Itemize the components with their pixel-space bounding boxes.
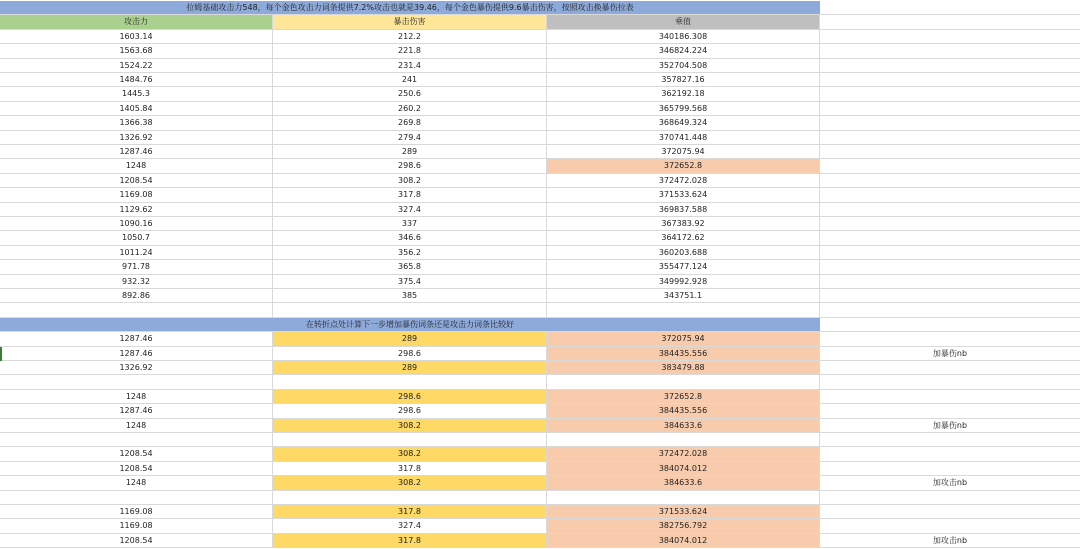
table-row [0,519,1080,533]
table-row [0,347,1080,361]
attack-cell[interactable]: 1169.08 [0,505,273,519]
table-row [0,289,1080,303]
empty-cell[interactable] [820,231,1080,245]
empty-cell[interactable] [820,246,1080,260]
crit-damage-cell[interactable]: 298.6 [273,390,547,404]
table-row [0,188,1080,202]
empty-cell[interactable] [820,30,1080,44]
product-cell[interactable]: 355477.124 [547,260,820,274]
empty-cell[interactable] [820,505,1080,519]
product-cell[interactable]: 352704.508 [547,59,820,73]
product-cell[interactable]: 372075.94 [547,332,820,346]
blank-row [0,491,1080,505]
table1-title-row [0,1,1080,15]
attack-cell[interactable]: 1169.08 [0,188,273,202]
table1-header-row [0,15,1080,29]
blank-row [0,375,1080,389]
table-row [0,145,1080,159]
product-cell[interactable]: 384435.556 [547,347,820,361]
product-cell[interactable]: 383479.88 [547,361,820,375]
empty-cell[interactable] [820,145,1080,159]
crit-damage-cell[interactable]: 298.6 [273,159,547,173]
empty-cell[interactable] [820,116,1080,130]
table-row [0,361,1080,375]
attack-cell[interactable]: 1405.84 [0,102,273,116]
crit-damage-cell[interactable]: 308.2 [273,476,547,490]
empty-cell[interactable] [273,375,547,389]
attack-cell[interactable]: 1169.08 [0,519,273,533]
attack-cell[interactable]: 1050.7 [0,231,273,245]
attack-cell[interactable]: 1287.46 [0,404,273,418]
empty-cell[interactable] [820,217,1080,231]
empty-cell[interactable] [820,1,1080,15]
product-cell[interactable]: 371533.624 [547,505,820,519]
table-row [0,246,1080,260]
attack-cell[interactable]: 1208.54 [0,174,273,188]
attack-cell[interactable]: 1090.16 [0,217,273,231]
empty-cell[interactable] [820,491,1080,505]
empty-cell[interactable] [0,303,273,317]
crit-damage-cell[interactable]: 231.4 [273,59,547,73]
table-row [0,44,1080,58]
crit-damage-cell[interactable]: 221.8 [273,44,547,58]
attack-cell[interactable]: 1326.92 [0,131,273,145]
product-cell[interactable]: 372652.8 [547,159,820,173]
table-row [0,73,1080,87]
table-row [0,462,1080,476]
crit-damage-cell[interactable]: 289 [273,332,547,346]
table-row [0,419,1080,433]
attack-cell[interactable]: 892.86 [0,289,273,303]
table-row [0,447,1080,461]
empty-cell[interactable] [820,361,1080,375]
product-cell[interactable]: 372472.028 [547,174,820,188]
attack-cell[interactable]: 1208.54 [0,462,273,476]
empty-cell[interactable] [820,15,1080,29]
crit-damage-cell[interactable]: 308.2 [273,174,547,188]
empty-cell[interactable] [547,375,820,389]
table-row [0,102,1080,116]
crit-damage-cell[interactable]: 346.6 [273,231,547,245]
product-cell[interactable]: 384435.556 [547,404,820,418]
product-cell[interactable]: 364172.62 [547,231,820,245]
product-cell[interactable]: 343751.1 [547,289,820,303]
empty-cell[interactable] [273,491,547,505]
table-row [0,59,1080,73]
crit-damage-cell[interactable]: 279.4 [273,131,547,145]
table-row [0,87,1080,101]
table-row [0,30,1080,44]
product-cell[interactable]: 382756.792 [547,519,820,533]
crit-damage-cell[interactable]: 356.2 [273,246,547,260]
crit-damage-cell[interactable]: 308.2 [273,447,547,461]
conclusion-note[interactable]: 加攻击nb [820,476,1080,490]
empty-cell[interactable] [820,131,1080,145]
empty-cell[interactable] [547,303,820,317]
crit-damage-cell[interactable]: 260.2 [273,102,547,116]
crit-damage-cell[interactable]: 241 [273,73,547,87]
empty-cell[interactable] [820,174,1080,188]
empty-cell[interactable] [0,433,273,447]
product-cell[interactable]: 357827.16 [547,73,820,87]
product-cell[interactable]: 371533.624 [547,188,820,202]
empty-cell[interactable] [820,318,1080,332]
product-cell[interactable]: 340186.308 [547,30,820,44]
product-cell[interactable]: 349992.928 [547,275,820,289]
crit-damage-cell[interactable]: 269.8 [273,116,547,130]
empty-cell[interactable] [820,73,1080,87]
table-row [0,404,1080,418]
table-row [0,332,1080,346]
attack-cell[interactable]: 1129.62 [0,203,273,217]
attack-cell[interactable]: 971.78 [0,260,273,274]
table-row [0,476,1080,490]
header-product[interactable]: 乘值 [547,15,820,29]
attack-cell[interactable]: 1563.68 [0,44,273,58]
product-cell[interactable]: 360203.688 [547,246,820,260]
blank-row [0,303,1080,317]
crit-damage-cell[interactable]: 289 [273,361,547,375]
crit-damage-cell[interactable]: 289 [273,145,547,159]
attack-cell[interactable]: 1287.46 [0,347,273,361]
empty-cell[interactable] [820,433,1080,447]
empty-cell[interactable] [820,447,1080,461]
empty-cell[interactable] [820,289,1080,303]
crit-damage-cell[interactable]: 365.8 [273,260,547,274]
crit-damage-cell[interactable]: 250.6 [273,87,547,101]
attack-cell[interactable]: 1248 [0,390,273,404]
crit-damage-cell[interactable]: 375.4 [273,275,547,289]
crit-damage-cell[interactable]: 298.6 [273,404,547,418]
attack-cell[interactable]: 1287.46 [0,332,273,346]
product-cell[interactable]: 372652.8 [547,390,820,404]
crit-damage-cell[interactable]: 337 [273,217,547,231]
crit-damage-cell[interactable]: 317.8 [273,534,547,548]
empty-cell[interactable] [820,260,1080,274]
empty-cell[interactable] [820,59,1080,73]
empty-cell[interactable] [273,433,547,447]
attack-cell[interactable]: 1208.54 [0,447,273,461]
product-cell[interactable]: 384633.6 [547,476,820,490]
empty-cell[interactable] [547,433,820,447]
crit-damage-cell[interactable]: 317.8 [273,505,547,519]
product-cell[interactable]: 362192.18 [547,87,820,101]
table-row [0,534,1080,548]
table-row [0,159,1080,173]
empty-cell[interactable] [820,275,1080,289]
empty-cell[interactable] [820,87,1080,101]
attack-cell[interactable]: 1248 [0,159,273,173]
empty-cell[interactable] [820,404,1080,418]
product-cell[interactable]: 384074.012 [547,462,820,476]
empty-cell[interactable] [0,375,273,389]
empty-cell[interactable] [820,159,1080,173]
product-cell[interactable]: 384633.6 [547,419,820,433]
product-cell[interactable]: 365799.568 [547,102,820,116]
header-attack[interactable]: 攻击力 [0,15,273,29]
table-row [0,116,1080,130]
crit-damage-cell[interactable]: 385 [273,289,547,303]
product-cell[interactable]: 384074.012 [547,534,820,548]
product-cell[interactable]: 369837.588 [547,203,820,217]
empty-cell[interactable] [820,462,1080,476]
empty-cell[interactable] [820,332,1080,346]
header-crit-damage[interactable]: 暴击伤害 [273,15,547,29]
table-row [0,231,1080,245]
attack-cell[interactable]: 1248 [0,419,273,433]
table-row [0,260,1080,274]
selection-edge-marker [0,347,2,361]
crit-damage-cell[interactable]: 317.8 [273,188,547,202]
table-row [0,390,1080,404]
table-row [0,505,1080,519]
attack-cell[interactable]: 1011.24 [0,246,273,260]
product-cell[interactable]: 372472.028 [547,447,820,461]
crit-damage-cell[interactable]: 327.4 [273,519,547,533]
empty-cell[interactable] [820,390,1080,404]
attack-cell[interactable]: 1603.14 [0,30,273,44]
table1-title[interactable]: 拉姆基础攻击力548，每个金色攻击力词条提供7.2%攻击也就是39.46，每个金色暴伤提供9.6暴击伤害，按照攻击换暴伤拉表 [0,1,820,15]
empty-cell[interactable] [820,375,1080,389]
table-row [0,275,1080,289]
table-row [0,203,1080,217]
attack-cell[interactable]: 1248 [0,476,273,490]
conclusion-note[interactable]: 加暴伤nb [820,419,1080,433]
empty-cell[interactable] [273,303,547,317]
table2-title-row [0,318,1080,332]
empty-cell[interactable] [820,44,1080,58]
attack-cell[interactable]: 1445.3 [0,87,273,101]
product-cell[interactable]: 370741.448 [547,131,820,145]
crit-damage-cell[interactable]: 317.8 [273,462,547,476]
table-row [0,217,1080,231]
empty-cell[interactable] [820,203,1080,217]
product-cell[interactable]: 368649.324 [547,116,820,130]
blank-row [0,433,1080,447]
table2-title[interactable]: 在转折点处计算下一步增加暴伤词条还是攻击力词条比较好 [0,318,820,332]
table-row [0,174,1080,188]
attack-cell[interactable]: 932.32 [0,275,273,289]
product-cell[interactable]: 367383.92 [547,217,820,231]
empty-cell[interactable] [0,491,273,505]
attack-cell[interactable]: 1326.92 [0,361,273,375]
attack-cell[interactable]: 1484.76 [0,73,273,87]
table-row [0,131,1080,145]
attack-cell[interactable]: 1366.38 [0,116,273,130]
attack-cell[interactable]: 1208.54 [0,534,273,548]
empty-cell[interactable] [820,102,1080,116]
empty-cell[interactable] [820,303,1080,317]
attack-cell[interactable]: 1524.22 [0,59,273,73]
product-cell[interactable]: 372075.94 [547,145,820,159]
empty-cell[interactable] [820,519,1080,533]
conclusion-note[interactable]: 加攻击nb [820,534,1080,548]
empty-cell[interactable] [547,491,820,505]
crit-damage-cell[interactable]: 212.2 [273,30,547,44]
conclusion-note[interactable]: 加暴伤nb [820,347,1080,361]
attack-cell[interactable]: 1287.46 [0,145,273,159]
empty-cell[interactable] [820,188,1080,202]
crit-damage-cell[interactable]: 298.6 [273,347,547,361]
crit-damage-cell[interactable]: 327.4 [273,203,547,217]
product-cell[interactable]: 346824.224 [547,44,820,58]
crit-damage-cell[interactable]: 308.2 [273,419,547,433]
